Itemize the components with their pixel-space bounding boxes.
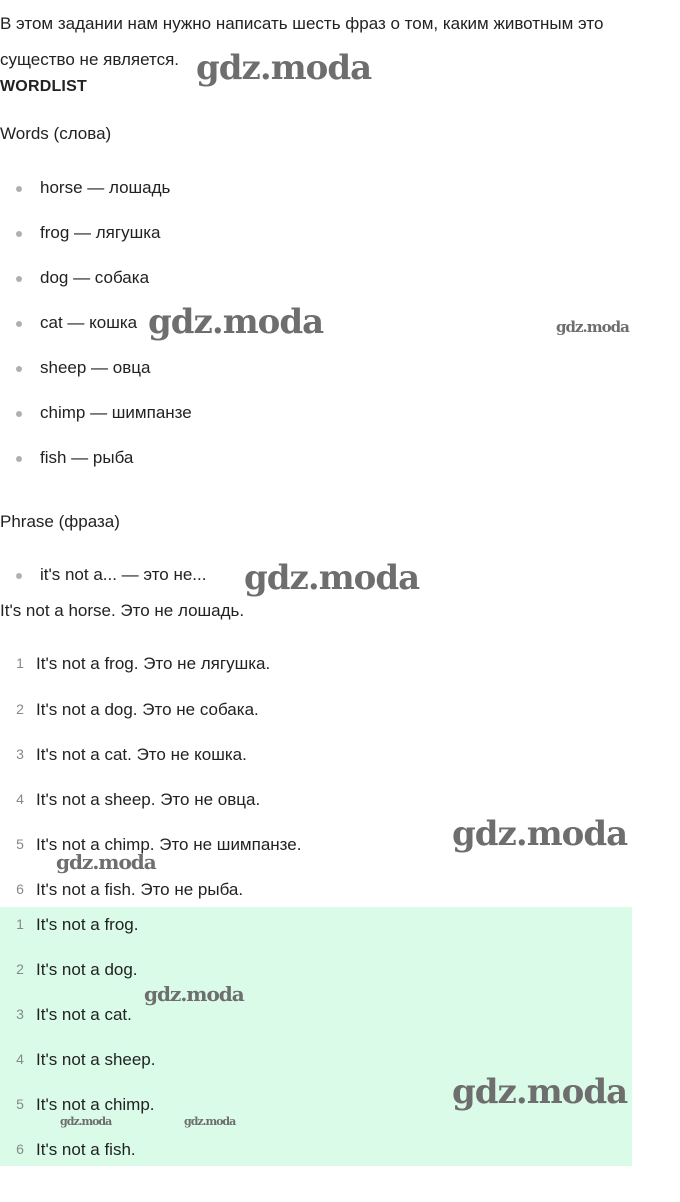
- watermark-logo: gdz.moda: [148, 302, 324, 342]
- list-item: horse — лошадь: [40, 178, 171, 197]
- watermark-logo: gdz.moda: [56, 850, 156, 874]
- list-item: It's not a cat.: [36, 1005, 132, 1024]
- intro-text: В этом задании нам нужно написать шесть фраз о том, каким животным это существо не является.: [0, 14, 604, 69]
- list-item: It's not a sheep. Это не овца.: [36, 790, 261, 809]
- list-item: It's not a sheep.: [36, 1050, 156, 1069]
- item-number: 2: [16, 961, 24, 977]
- watermark-logo: gdz.moda: [452, 1072, 628, 1112]
- watermark-logo: gdz.moda: [556, 318, 629, 336]
- watermark-logo: gdz.moda: [60, 1115, 112, 1128]
- bullet-icon: [16, 231, 22, 237]
- bullet-icon: [16, 276, 22, 282]
- list-item: It's not a frog.: [36, 915, 139, 934]
- watermark-logo: gdz.moda: [196, 48, 372, 88]
- watermark-logo: gdz.moda: [184, 1115, 236, 1128]
- bullet-icon: [16, 411, 22, 417]
- watermark-logo: gdz.moda: [452, 814, 628, 854]
- list-item: chimp — шимпанзе: [40, 403, 192, 422]
- bullet-icon: [16, 186, 22, 192]
- item-number: 5: [16, 1096, 24, 1112]
- bullet-icon: [16, 573, 22, 579]
- example-sentence: It's not a horse. Это не лошадь.: [0, 601, 245, 620]
- list-item: It's not a dog. Это не собака.: [36, 700, 259, 719]
- list-item: It's not a dog.: [36, 960, 138, 979]
- item-number: 3: [16, 746, 24, 762]
- list-item: It's not a frog. Это не лягушка.: [36, 654, 271, 673]
- list-item: dog — собака: [40, 268, 150, 287]
- item-number: 4: [16, 1051, 24, 1067]
- item-number: 4: [16, 791, 24, 807]
- bullet-icon: [16, 456, 22, 462]
- bullet-icon: [16, 366, 22, 372]
- watermark-logo: gdz.moda: [144, 982, 244, 1006]
- list-item: cat — кошка: [40, 313, 138, 332]
- item-number: 3: [16, 1006, 24, 1022]
- list-item: It's not a cat. Это не кошка.: [36, 745, 247, 764]
- list-item: It's not a fish. Это не рыба.: [36, 880, 244, 899]
- list-item: frog — лягушка: [40, 223, 161, 242]
- list-item: It's not a fish.: [36, 1140, 136, 1159]
- list-item: It's not a chimp. Это не шимпанзе.: [36, 835, 302, 854]
- item-number: 5: [16, 836, 24, 852]
- item-number: 6: [16, 881, 24, 897]
- item-number: 2: [16, 701, 24, 717]
- list-item: fish — рыба: [40, 448, 134, 467]
- item-number: 6: [16, 1141, 24, 1157]
- words-label: Words (слова): [0, 124, 112, 143]
- wordlist-heading: WORDLIST: [0, 78, 87, 95]
- item-number: 1: [16, 655, 24, 671]
- list-item: sheep — овца: [40, 358, 151, 377]
- phrase-label: Phrase (фраза): [0, 512, 120, 531]
- watermark-logo: gdz.moda: [244, 558, 420, 598]
- list-item: it's not a... — это не...: [40, 565, 207, 584]
- bullet-icon: [16, 321, 22, 327]
- list-item: It's not a chimp.: [36, 1095, 155, 1114]
- item-number: 1: [16, 916, 24, 932]
